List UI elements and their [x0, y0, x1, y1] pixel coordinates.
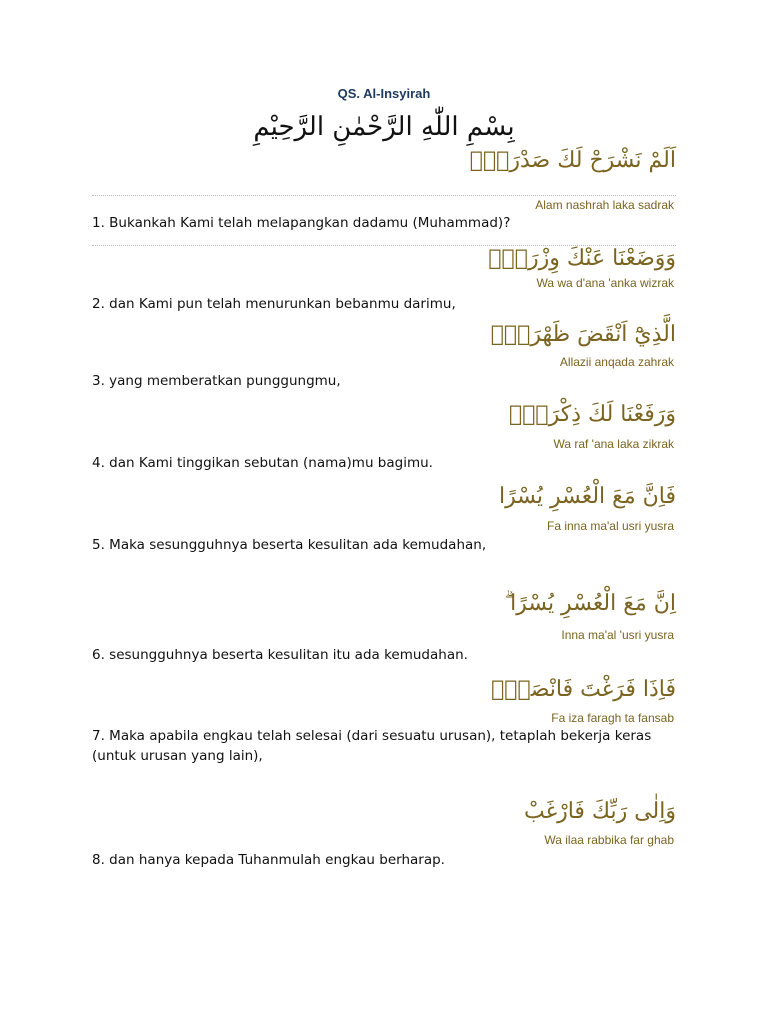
verse-1-transliteration: Alam nashrah laka sadrak	[535, 198, 674, 212]
verse-4-arabic: وَرَفَعْنَا لَكَ ذِكْرَكَۗ	[509, 402, 676, 427]
verse-6-translation: 6. sesungguhnya beserta kesulitan itu ada kemudahan.	[92, 647, 468, 663]
verse-5-arabic: فَاِنَّ مَعَ الْعُسْرِ يُسْرًا	[498, 484, 676, 509]
verse-7-arabic: فَاِذَا فَرَغْتَ فَانْصَبْۙ	[491, 677, 676, 702]
verse-7-translation: 7. Maka apabila engkau telah selesai (dari sesuatu urusan), tetaplah bekerja keras (untuk urusan yang lain),	[92, 728, 652, 764]
divider	[92, 195, 676, 196]
verse-2-arabic: وَوَضَعْنَا عَنْكَ وِزْرَكَۙ	[488, 246, 676, 271]
verse-4-translation: 4. dan Kami tinggikan sebutan (nama)mu bagimu.	[92, 455, 433, 471]
verse-3-transliteration: Allazii anqada zahrak	[559, 355, 674, 369]
verse-6-transliteration: Inna ma'al 'usri yusra	[561, 628, 674, 642]
verse-1-arabic: اَلَمْ نَشْرَحْ لَكَ صَدْرَكَۙ	[469, 148, 676, 173]
page-title: QS. Al-Insyirah	[337, 86, 431, 101]
verse-8-transliteration: Wa ilaa rabbika far ghab	[544, 833, 674, 847]
verse-3-arabic: الَّذِيْٓ اَنْقَضَ ظَهْرَكَۙ	[490, 322, 676, 347]
verse-8-translation: 8. dan hanya kepada Tuhanmulah engkau berharap.	[92, 852, 445, 868]
verse-2-transliteration: Wa wa d'ana 'anka wizrak	[536, 276, 674, 290]
verse-2-translation: 2. dan Kami pun telah menurunkan bebanmu darimu,	[92, 296, 456, 312]
verse-8-arabic: وَاِلٰى رَبِّكَ فَارْغَبْ	[523, 799, 676, 824]
verse-7-transliteration: Fa iza faragh ta fansab	[551, 711, 674, 725]
verse-1-translation: 1. Bukankah Kami telah melapangkan dadamu (Muhammad)?	[92, 215, 511, 231]
verse-5-transliteration: Fa inna ma'al usri yusra	[546, 519, 674, 533]
verse-4-transliteration: Wa raf 'ana laka zikrak	[553, 437, 674, 451]
verse-3-translation: 3. yang memberatkan punggungmu,	[92, 373, 341, 389]
verse-5-translation: 5. Maka sesungguhnya beserta kesulitan ada kemudahan,	[92, 537, 487, 553]
verse-6-arabic: اِنَّ مَعَ الْعُسْرِ يُسْرًا ۗ	[504, 591, 676, 616]
basmalah: بِسْمِ اللّٰهِ الرَّحْمٰنِ الرَّحِيْمِ	[253, 112, 515, 142]
